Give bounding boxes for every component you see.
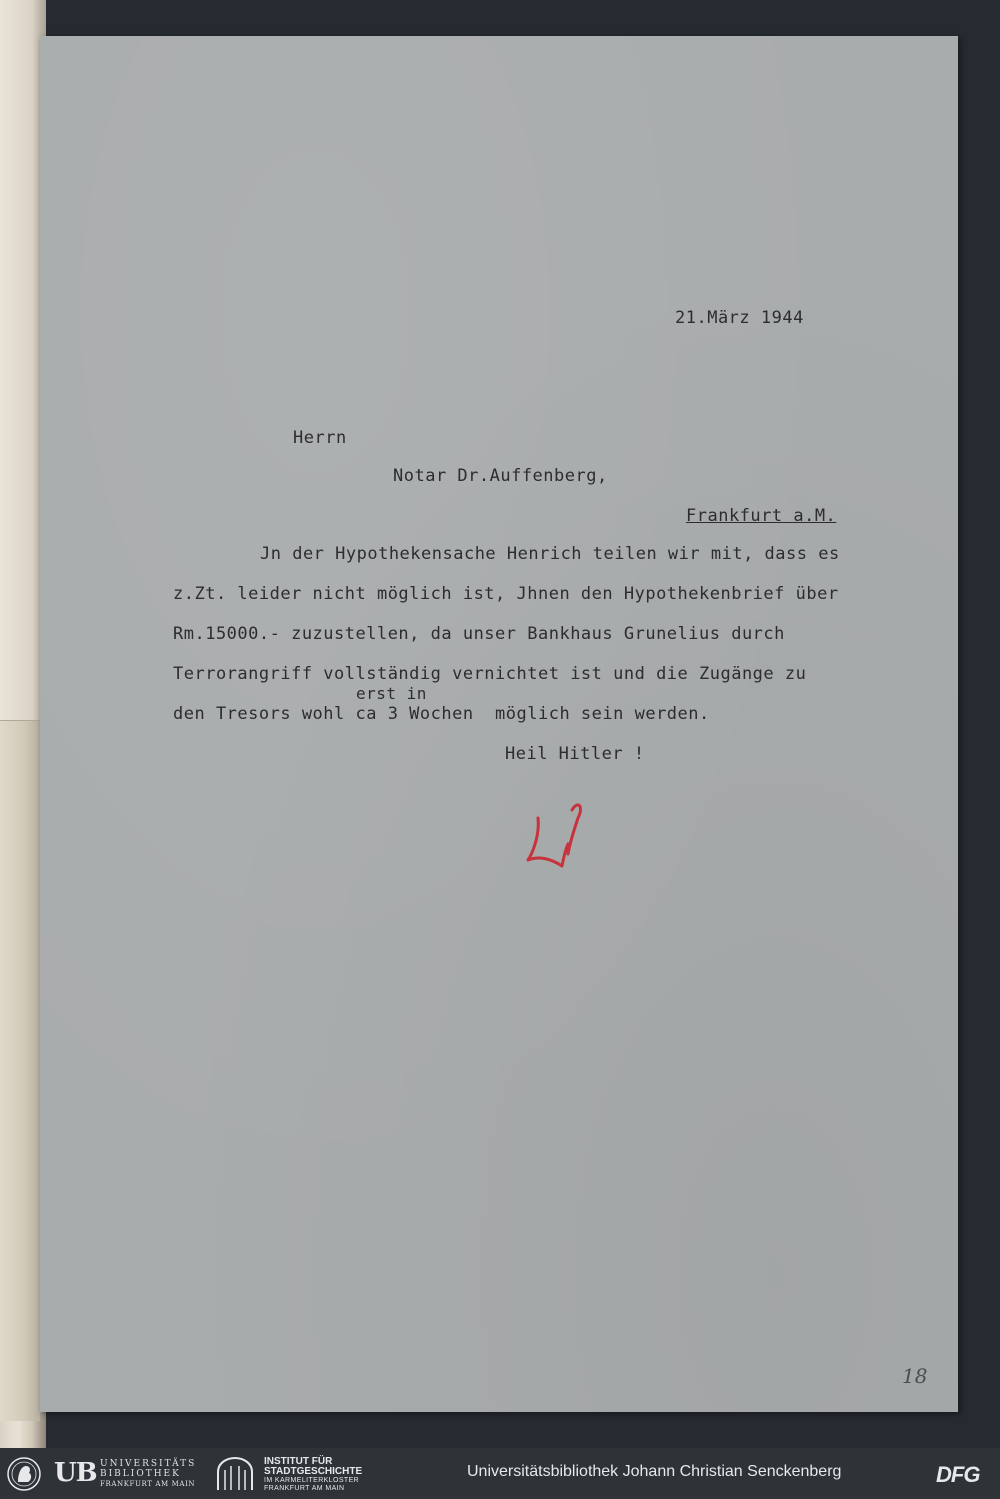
letter-city: Frankfurt a.M. [686, 506, 837, 526]
letter-page [40, 36, 958, 1412]
ub-seal-icon [6, 1456, 50, 1492]
body-line: Rm.15000.- zuzustellen, da unser Bankhaus Grunelius durch [173, 624, 785, 644]
body-line: Terrorangriff vollständig vernichtet ist und die Zugänge zu [173, 664, 807, 684]
isg-line-4: FRANKFURT AM MAIN [264, 1485, 345, 1492]
body-line: den Tresors wohl ca 3 Wochen möglich sein werden. [173, 704, 710, 724]
isg-line-1: INSTITUT FÜR [264, 1456, 333, 1467]
ub-line-3: FRANKFURT AM MAIN [100, 1480, 196, 1488]
typed-insertion: erst in [356, 684, 427, 703]
dfg-logo[interactable]: DFG [936, 1462, 980, 1487]
ub-letters: UB [54, 1458, 97, 1488]
body-line: z.Zt. leider nicht möglich ist, Jhnen den Hypothekenbrief über [173, 584, 839, 604]
ub-logo[interactable] [6, 1456, 206, 1492]
red-pencil-initial-mark [520, 796, 590, 876]
isg-line-3: IM KARMELITERKLOSTER [264, 1477, 360, 1484]
ub-wordmark [100, 1459, 196, 1489]
sheet-stack-edge [0, 720, 40, 1421]
isg-arch-icon [214, 1456, 256, 1492]
isg-line-2: STADTGESCHICHTE [264, 1466, 363, 1477]
letter-date: 21.März 1944 [675, 308, 804, 328]
footer-bar [0, 1448, 1000, 1499]
ub-line-2: BIBLIOTHEK [100, 1469, 181, 1479]
letter-salutation: Herrn [293, 428, 347, 448]
isg-wordmark [264, 1457, 362, 1493]
body-line: Jn der Hypothekensache Henrich teilen wir mit, dass es [260, 544, 840, 564]
letter-recipient: Notar Dr.Auffenberg, [393, 466, 608, 486]
page-number: 18 [902, 1364, 928, 1388]
isg-logo[interactable] [214, 1456, 404, 1492]
ub-line-1: UNIVERSITÄTS [100, 1459, 197, 1469]
letter-closing: Heil Hitler ! [505, 744, 645, 764]
library-title: Universitätsbibliothek Johann Christian Senckenberg [467, 1463, 842, 1480]
